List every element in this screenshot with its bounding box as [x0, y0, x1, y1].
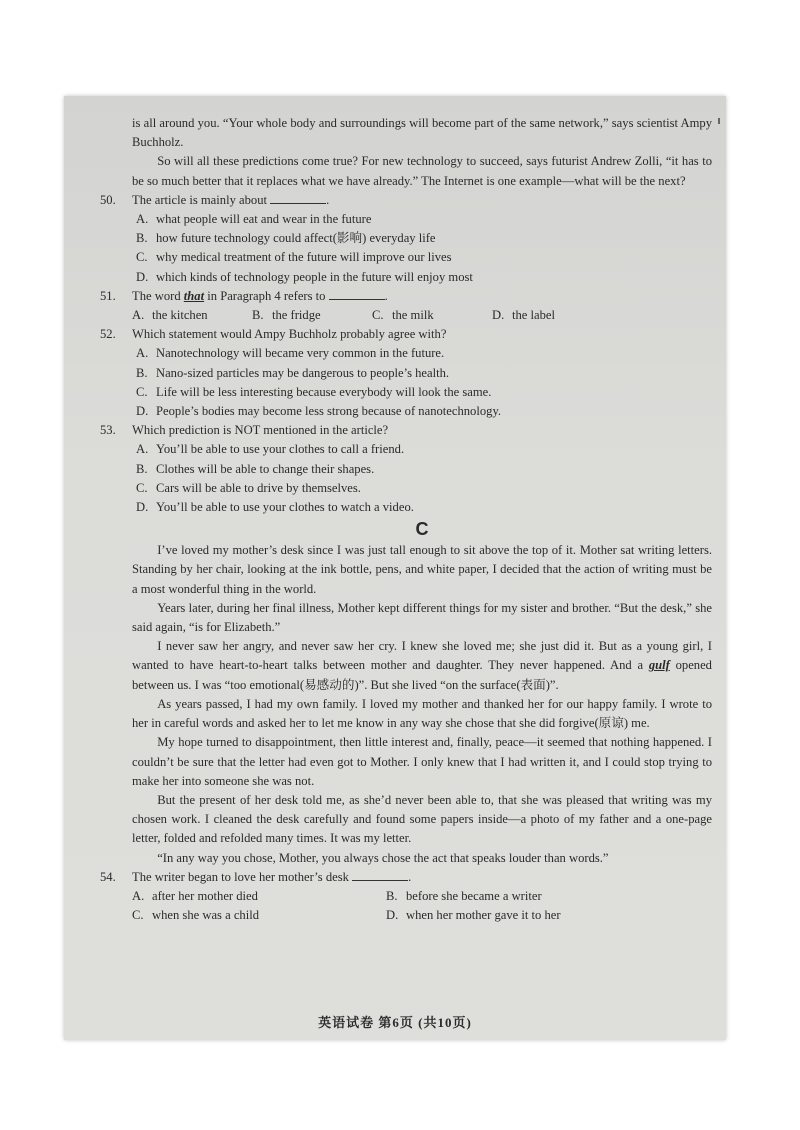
option-text: the kitchen [152, 308, 208, 323]
question-54 [100, 868, 712, 926]
passage-c-paragraph-2: Years later, during her final illness, Mother kept different things for my sister and brother. “But the desk,” she said again, “is for Elizabeth.” [132, 600, 712, 635]
options-row-1 [132, 887, 712, 906]
option-letter: A. [132, 888, 145, 903]
option-letter: C. [372, 308, 384, 323]
option-letter: C. [132, 908, 144, 923]
stem-end: . [408, 869, 412, 884]
option-letter: A. [132, 308, 145, 323]
option-b[interactable] [134, 229, 712, 248]
option-text: Nano-sized particles may be dangerous to people’s health. [156, 365, 450, 380]
continuation-line-2: scientist Ampy Buchholz. [132, 116, 713, 150]
passage-c-paragraph-4: As years passed, I had my own family. I loved my mother and thanked her for our happy family. I wrote to her in careful words and asked her to let me know in any way she chose that she did forgive(原谅) me. [132, 696, 712, 731]
question-stem: Which statement would Ampy Buchholz probably agree with? [132, 327, 447, 342]
question-number: 53. [100, 423, 116, 438]
paragraph-text: I never saw her angry, and never saw her cry. I knew she loved me; she just did it. But as a young girl, I wanted to have heart-to-heart talks between mother and daughter. They never happened. And a [132, 639, 712, 673]
paragraph-text: opened between us. I was “too emotional(易感动的)”. But she lived “on the surface(表面)”. [132, 658, 712, 692]
option-text: before she became a writer [406, 888, 542, 903]
continuation-line-1: is all around you. “Your whole body and surroundings will become part of the same network,” says [132, 116, 634, 130]
options [132, 306, 712, 325]
option-letter: B. [252, 308, 264, 323]
option-c[interactable] [372, 306, 492, 325]
options [132, 210, 712, 287]
option-a[interactable] [132, 887, 386, 906]
passage-b-last-paragraph: So will all these predictions come true? For new technology to succeed, says futurist Andrew Zolli, “it has to be so much better that it replaces what we have already.” The Internet is one example—what will be the next? [132, 154, 712, 188]
option-d[interactable] [134, 402, 712, 421]
stem-end: . [326, 192, 330, 207]
option-letter: C. [136, 480, 148, 495]
page-content [100, 114, 713, 925]
option-d[interactable] [134, 498, 712, 517]
question-number: 51. [100, 288, 116, 303]
option-text: Cars will be able to drive by themselves. [156, 480, 361, 495]
question-52 [100, 325, 712, 421]
answer-blank [329, 287, 385, 300]
question-stem: The article is mainly about [132, 192, 267, 207]
option-text: the milk [392, 308, 434, 323]
question-50 [100, 191, 712, 287]
keyword-that: that [183, 288, 205, 303]
option-text: You’ll be able to use your clothes to call a friend. [156, 442, 405, 457]
option-text: Clothes will be able to change their shapes. [156, 461, 375, 476]
option-letter: C. [136, 384, 148, 399]
option-letter: C. [136, 250, 148, 265]
ink-mark [718, 118, 720, 124]
option-c[interactable] [134, 248, 712, 267]
question-number: 54. [100, 869, 116, 884]
option-text: You’ll be able to use your clothes to watch a video. [156, 500, 414, 515]
answer-blank [270, 191, 326, 204]
option-a[interactable] [134, 210, 712, 229]
option-text: how future technology could affect(影响) everyday life [156, 231, 436, 246]
option-text: Nanotechnology will became very common in the future. [156, 346, 445, 361]
exam-page [64, 96, 726, 1040]
question-stem: The word [132, 288, 181, 303]
option-a[interactable] [134, 344, 712, 363]
options [132, 344, 712, 421]
question-stem-mid: in Paragraph 4 refers to [207, 288, 326, 303]
option-letter: D. [136, 269, 149, 284]
passage-c-paragraph-3 [132, 637, 712, 695]
section-heading-c: C [415, 519, 429, 540]
option-b[interactable] [134, 364, 712, 383]
passage-c-paragraph-7: “In any way you chose, Mother, you always chose the act that speaks louder than words.” [157, 850, 609, 865]
option-letter: A. [136, 212, 149, 227]
option-text: when she was a child [152, 908, 260, 923]
passage-c-paragraph-1: I’ve loved my mother’s desk since I was just tall enough to sit above the top of it. Mother sat writing letters. Standing by her chair, looking at the ink bottle, pens, and white paper, I decided that the action of writing must be a most wonderful thing in the world. [132, 543, 712, 596]
option-letter: A. [136, 442, 149, 457]
option-letter: B. [136, 461, 148, 476]
option-c[interactable] [134, 383, 712, 402]
option-letter: D. [136, 500, 149, 515]
passage-c-paragraph-6: But the present of her desk told me, as she’d never been able to, that she was pleased that writing was my chosen work. I cleaned the desk carefully and found some papers inside—a photo of my father and a one-page letter, folded and refolded many times. It was my letter. [132, 792, 712, 846]
option-text: People’s bodies may become less strong because of nanotechnology. [156, 404, 502, 419]
option-letter: A. [136, 346, 149, 361]
option-text: when her mother gave it to her [406, 908, 561, 923]
option-text: Life will be less interesting because everybody will look the same. [156, 384, 492, 399]
option-letter: D. [492, 308, 505, 323]
question-51 [100, 287, 712, 325]
option-text: what people will eat and wear in the future [156, 212, 372, 227]
stem-end: . [384, 288, 388, 303]
question-number: 52. [100, 327, 116, 342]
question-number: 50. [100, 192, 116, 207]
question-stem: Which prediction is NOT mentioned in the article? [132, 423, 389, 438]
option-letter: B. [136, 231, 148, 246]
option-text: why medical treatment of the future will improve our lives [156, 250, 452, 265]
option-text: after her mother died [152, 888, 258, 903]
option-d[interactable] [492, 306, 612, 325]
option-letter: B. [136, 365, 148, 380]
option-d[interactable] [134, 268, 712, 287]
answer-blank [352, 868, 408, 881]
option-letter: B. [386, 888, 398, 903]
option-c[interactable] [132, 906, 386, 925]
option-letter: D. [136, 404, 149, 419]
options [132, 440, 712, 517]
option-letter: D. [386, 908, 399, 923]
option-text: which kinds of technology people in the future will enjoy most [156, 269, 473, 284]
passage-c-paragraph-5: My hope turned to disappointment, then little interest and, finally, peace—it seemed that nothing happened. I couldn’t be sure that the letter had even got to Mother. I only knew that I had written it, and I could stop trying to make her into someone she was not. [132, 735, 712, 788]
option-a[interactable] [134, 440, 712, 459]
option-text: the label [512, 308, 556, 323]
option-b[interactable] [134, 460, 712, 479]
passage-b-continuation [132, 114, 712, 152]
option-c[interactable] [134, 479, 712, 498]
option-d[interactable] [386, 906, 640, 925]
page-footer: 英语试卷 第6页 (共10页) [318, 1015, 472, 1030]
option-b[interactable] [252, 306, 372, 325]
question-stem: The writer began to love her mother’s desk [132, 869, 349, 884]
options-row-2 [132, 906, 712, 925]
option-a[interactable] [132, 306, 252, 325]
question-53 [100, 421, 712, 517]
keyword-gulf: gulf [648, 658, 670, 673]
option-b[interactable] [386, 887, 640, 906]
option-text: the fridge [272, 308, 321, 323]
